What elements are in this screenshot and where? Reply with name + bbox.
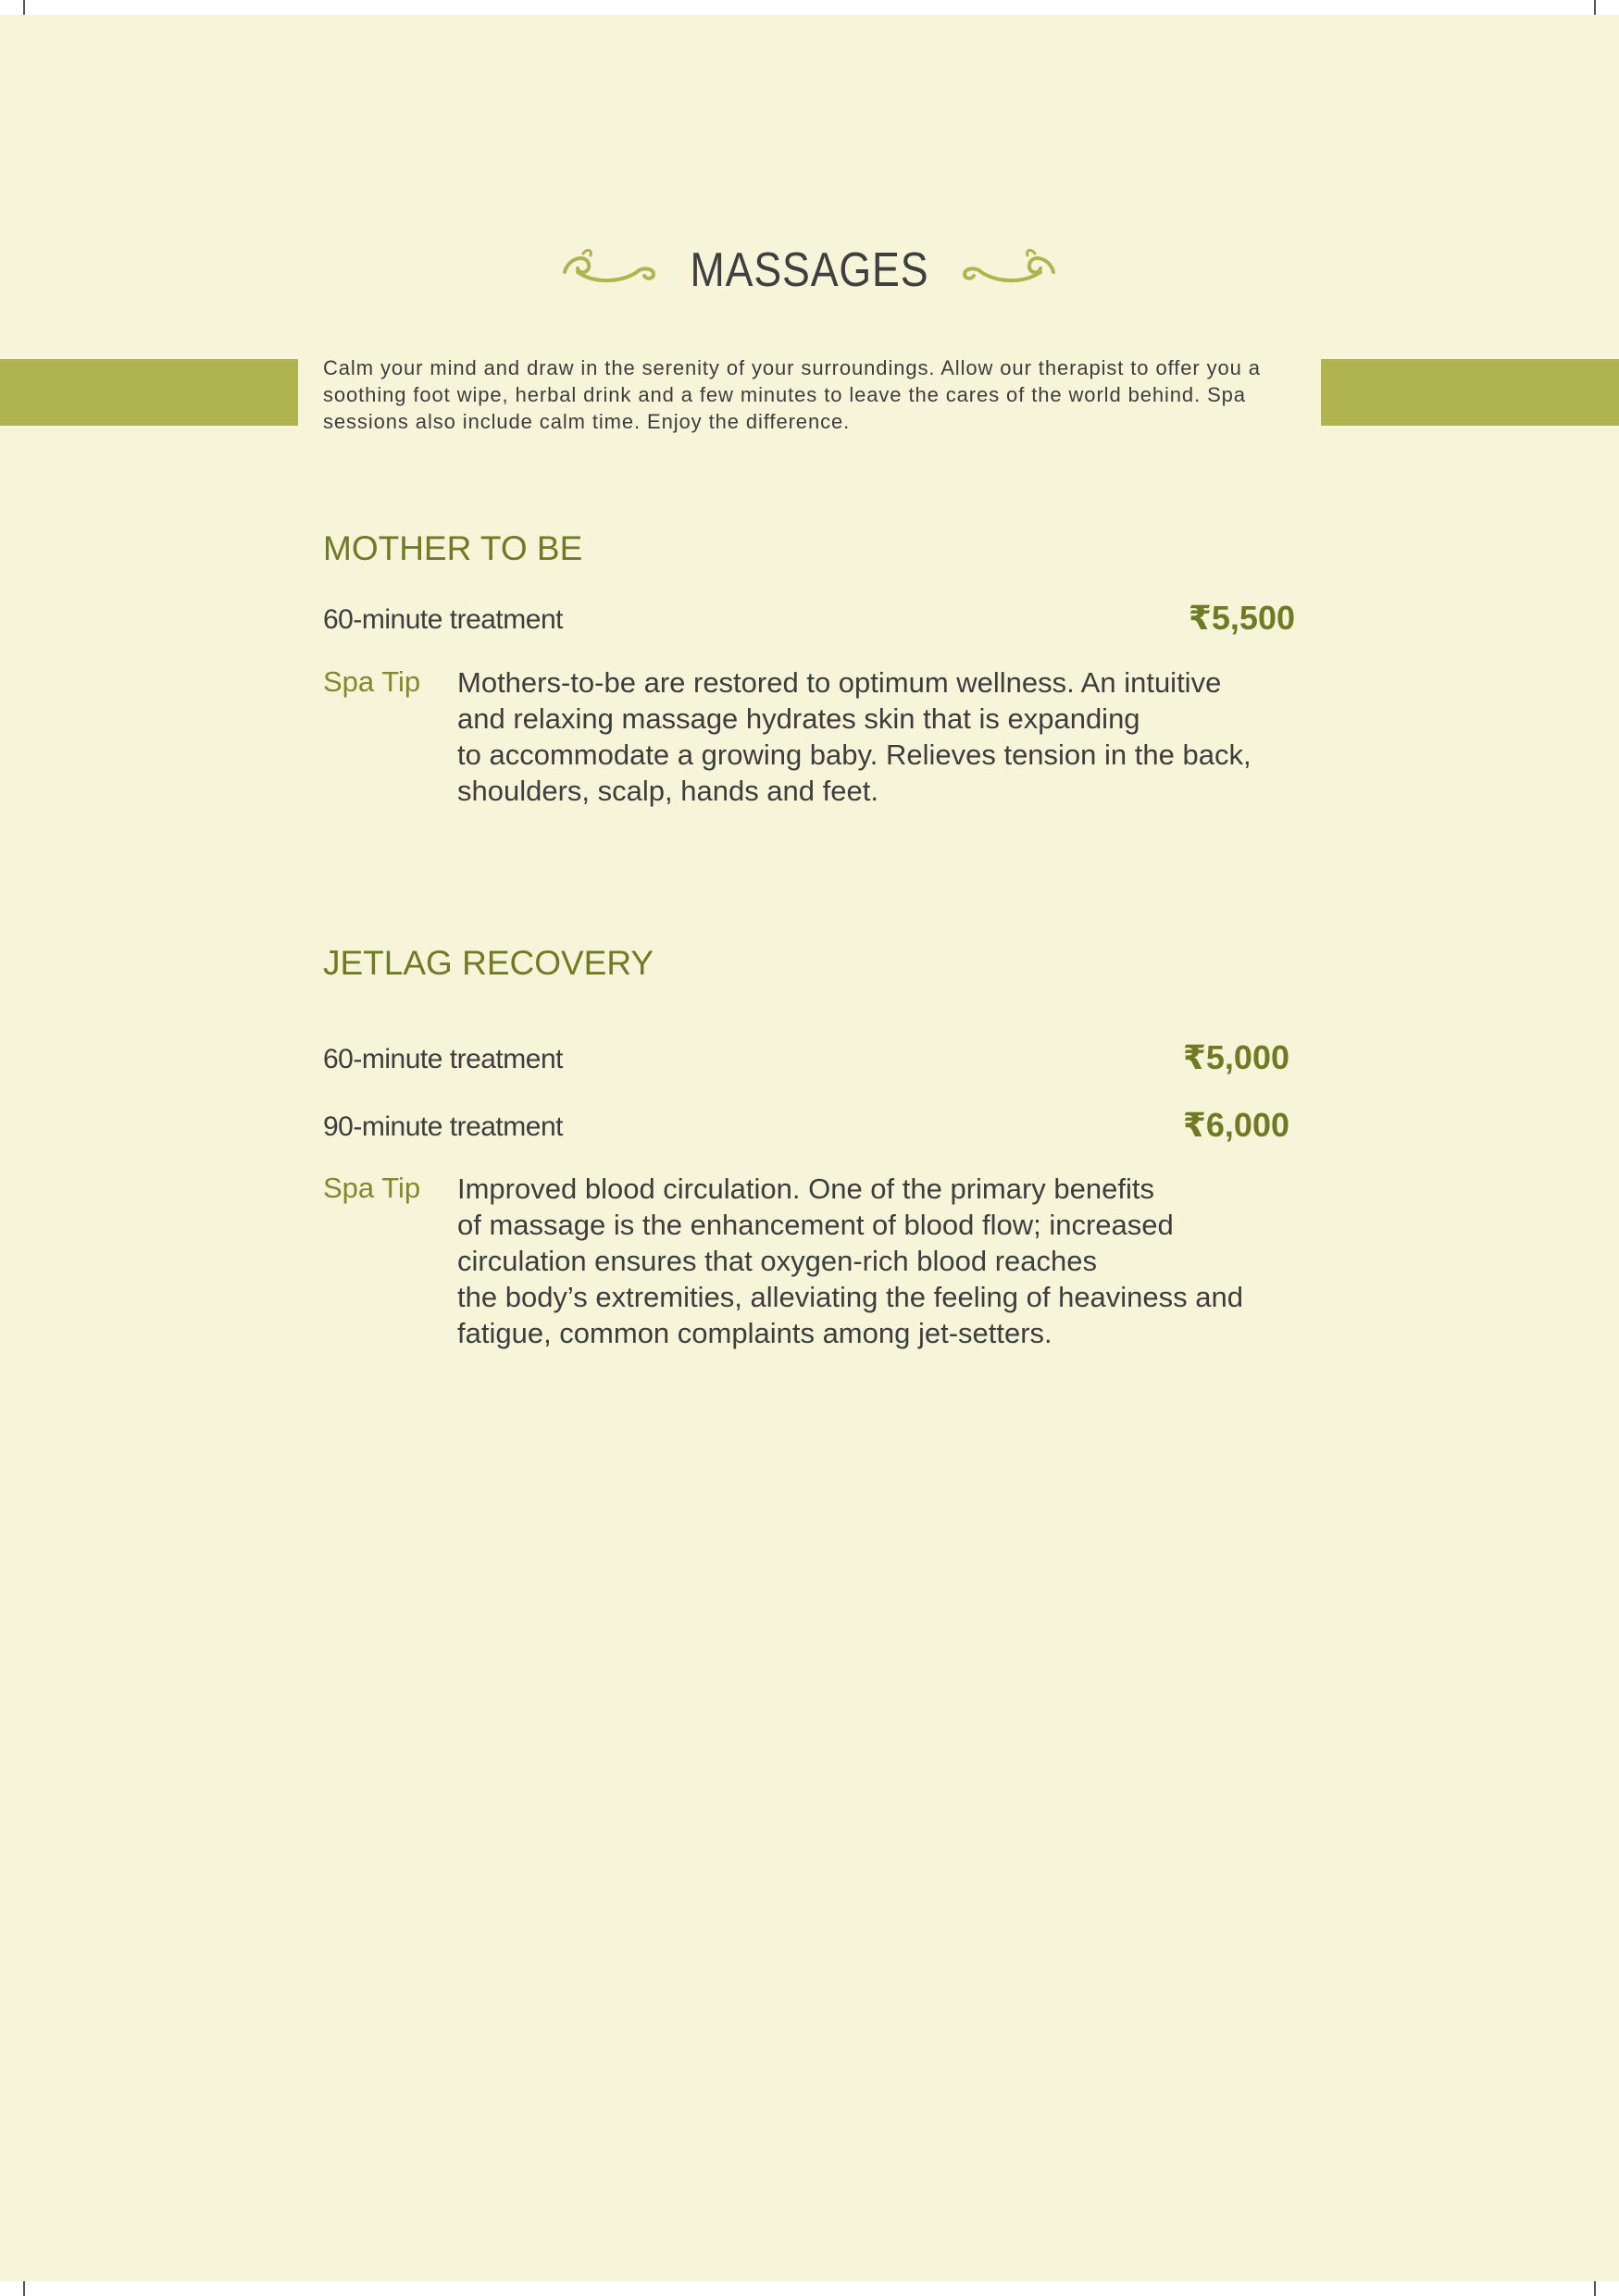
spa-tip-line: Improved blood circulation. One of the primary benefits	[457, 1173, 1154, 1205]
treatment-label: 60-minute treatment	[323, 1044, 563, 1074]
section-title-mother-to-be: MOTHER TO BE	[323, 529, 583, 567]
treatment-label: 90-minute treatment	[323, 1111, 563, 1142]
spa-tip-line: the body’s extremities, alleviating the feeling of heaviness and	[457, 1281, 1244, 1313]
title-block	[0, 239, 1619, 304]
treatment-price: ₹5,000	[1182, 1038, 1289, 1076]
flourish-right-icon	[957, 244, 1059, 289]
spa-tip-label: Spa Tip	[323, 1172, 421, 1204]
section-title-jetlag-recovery: JETLAG RECOVERY	[323, 944, 654, 982]
spa-tip-line: circulation ensures that oxygen-rich blood reaches	[457, 1245, 1097, 1277]
treatment-price: ₹5,500	[1188, 599, 1295, 637]
accent-band-left	[0, 359, 298, 426]
intro-paragraph: Calm your mind and draw in the serenity of your surroundings. Allow our therapist to offer you a soothing foot wipe, herbal drink and a few minutes to leave the cares of the world behind. Spa sessions also include calm time. Enjoy the difference.	[323, 356, 1261, 433]
spa-tip-label: Spa Tip	[323, 665, 421, 698]
spa-tip-text	[457, 1171, 1290, 1351]
treatment-price: ₹6,000	[1182, 1106, 1289, 1144]
page-title: MASSAGES	[690, 243, 929, 297]
accent-band-right	[1321, 359, 1619, 426]
spa-tip-line: to accommodate a growing baby. Relieves tension in the back,	[457, 738, 1252, 771]
spa-tip-line: Mothers-to-be are restored to optimum wellness. An intuitive	[457, 666, 1222, 699]
spa-tip-text	[457, 664, 1290, 809]
spa-tip-line: and relaxing massage hydrates skin that is expanding	[457, 702, 1140, 735]
treatment-label: 60-minute treatment	[323, 604, 563, 635]
spa-tip-line: of massage is the enhancement of blood flow; increased	[457, 1209, 1174, 1241]
spa-tip-line: fatigue, common complaints among jet-setters.	[457, 1317, 1052, 1349]
spa-tip-line: shoulders, scalp, hands and feet.	[457, 775, 878, 807]
